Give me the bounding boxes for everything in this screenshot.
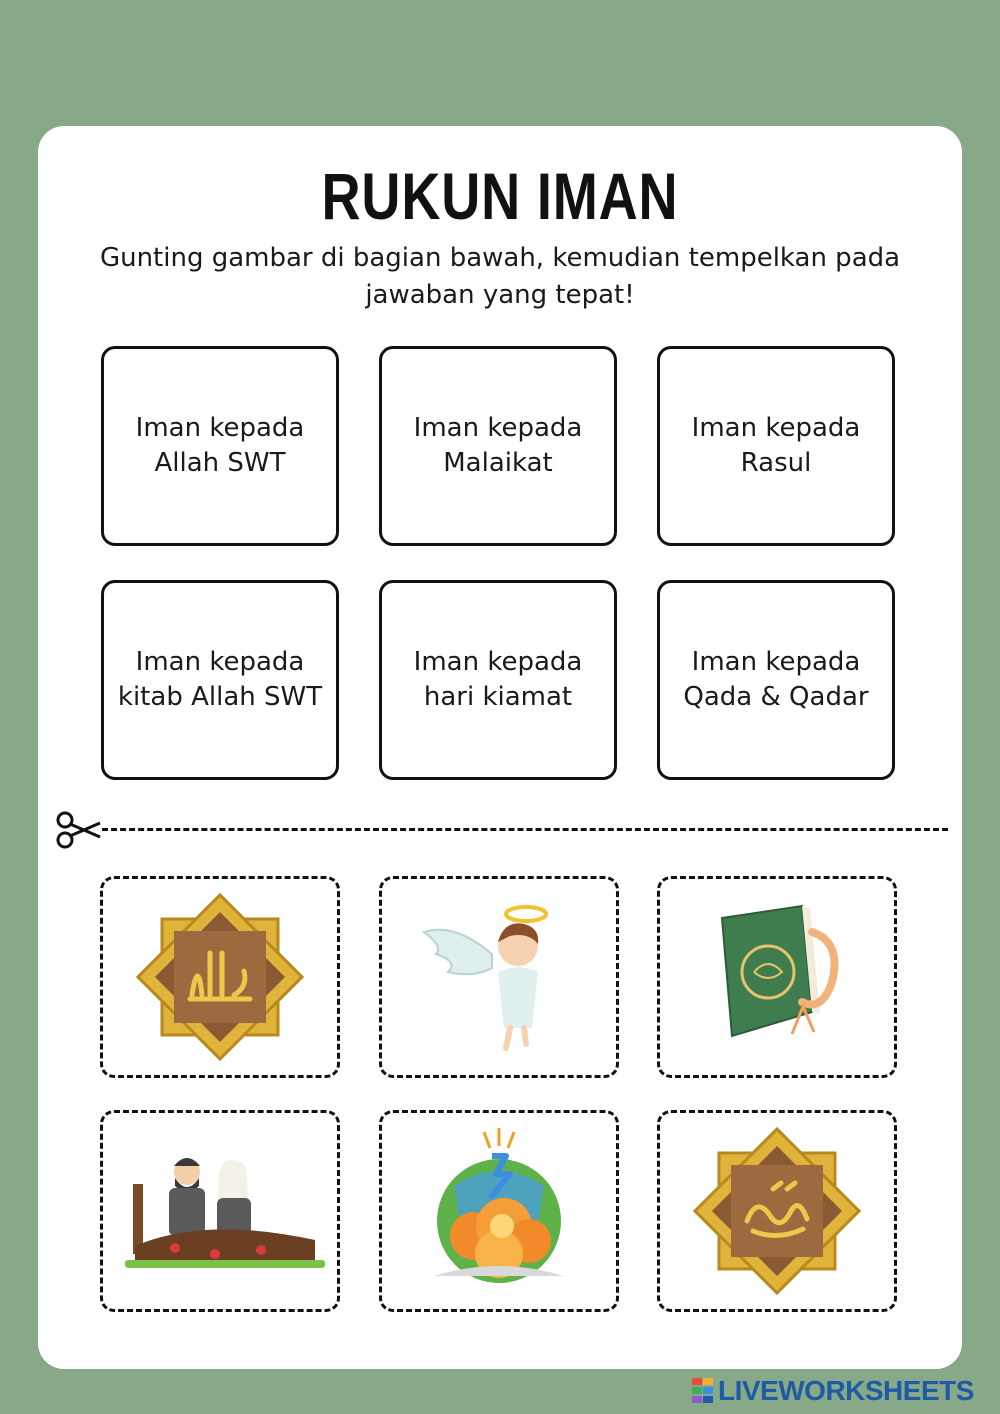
doomsday-explosion-icon [414, 1126, 584, 1296]
cut-card-malaikat[interactable] [379, 876, 619, 1078]
cut-card-kitab[interactable] [657, 876, 897, 1078]
liveworksheets-brand-text: LIVEWORKSHEETS [718, 1375, 974, 1406]
cut-card-kiamat[interactable] [100, 1110, 340, 1312]
answer-box-label: Iman kepada Allah SWT [135, 413, 305, 478]
answer-box-label: Iman kepada Rasul [691, 413, 861, 478]
liveworksheets-logo [692, 1376, 974, 1406]
cut-card-allah[interactable] [100, 876, 340, 1078]
cut-card-rasul[interactable] [657, 1110, 897, 1312]
answer-box-allah[interactable] [101, 346, 339, 546]
muhammad-calligraphy-icon [692, 1126, 862, 1296]
answer-box-kitab[interactable] [101, 580, 339, 780]
scissors-icon [54, 810, 104, 850]
answer-box-kiamat[interactable] [379, 580, 617, 780]
answer-box-malaikat[interactable] [379, 346, 617, 546]
angel-icon [414, 892, 584, 1062]
answer-box-label: Iman kepada Malaikat [413, 413, 583, 478]
people-at-grave-icon [115, 1136, 325, 1286]
answer-box-label: Iman kepada kitab Allah SWT [117, 647, 323, 712]
page-title: RUKUN IMAN [321, 159, 679, 233]
answer-box-label: Iman kepada hari kiamat [413, 647, 583, 712]
liveworksheets-mark-icon [692, 1378, 714, 1404]
answer-box-qada-qadar[interactable] [657, 580, 895, 780]
quran-with-tasbih-icon [692, 892, 862, 1062]
instructions-text: Gunting gambar di bagian bawah, kemudian tempelkan pada jawaban yang tepat! [99, 243, 901, 310]
allah-calligraphy-icon [135, 892, 305, 1062]
answer-box-rasul[interactable] [657, 346, 895, 546]
cut-card-qiyamah[interactable] [379, 1110, 619, 1312]
answer-box-label: Iman kepada Qada & Qadar [683, 647, 869, 712]
cut-line [102, 828, 948, 831]
